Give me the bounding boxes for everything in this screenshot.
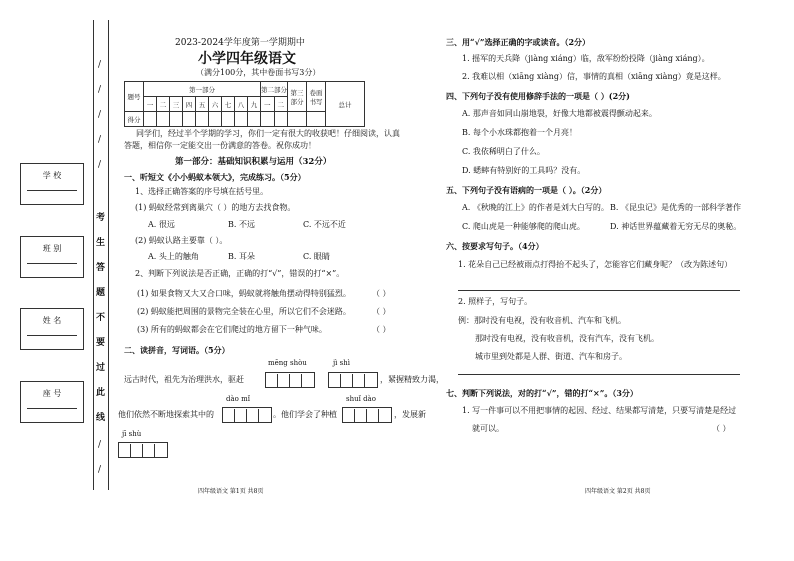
- s2-line1b: ，紧握精致力渴，: [380, 375, 444, 384]
- exam-year: 2023-2024学年度第一学期期中: [175, 38, 305, 48]
- s1-q1b-opt: B. 耳朵: [228, 252, 255, 261]
- binding-slash: /: [98, 160, 102, 170]
- binding-char: 考: [96, 213, 106, 223]
- binding-char: 答: [96, 263, 106, 273]
- s7-q1b: 就可以。: [472, 424, 504, 433]
- binding-char: 要: [96, 338, 106, 348]
- s4-title: 四、下列句子没有使用修辞手法的一项是（ ）(2分): [446, 91, 630, 101]
- info-box-seat: 座 号: [20, 381, 84, 423]
- s5-item: B. 《昆虫记》是优秀的一部科学著作: [610, 203, 741, 212]
- pinyin: jī shù: [122, 430, 142, 438]
- binding-char: 不: [96, 313, 106, 323]
- s6-example: 例：那时没有电视，没有收音机、汽车和飞机。: [458, 316, 626, 325]
- binding-slash: /: [98, 60, 102, 70]
- binding-slash: /: [98, 110, 102, 120]
- binding-slash: /: [98, 440, 102, 450]
- answer-paren[interactable]: （ ）: [712, 424, 731, 433]
- char-grid[interactable]: [265, 369, 315, 388]
- s2-line2a: 他们依然不断地探索其中的: [118, 410, 214, 419]
- binding-slash: /: [98, 465, 102, 475]
- s1-q1a: (1) 蚂蚁经常到离巢穴（ ）的地方去找食物。: [135, 203, 296, 212]
- s1-q2-item: (1) 如果食物又大又合口味，蚂蚁就将触角摆动得特别猛烈。: [137, 289, 351, 298]
- s1-q2-item: (2) 蚂蚁能把周围的景物完全装在心里，所以它们不会迷路。: [137, 307, 351, 316]
- s1-q1a-opt: B. 不远: [228, 220, 255, 229]
- part1-title: 第一部分：基础知识积累与运用（32分）: [175, 157, 332, 167]
- s5-item: A. 《秋晚的江上》的作者是刘大白写的。: [462, 203, 609, 212]
- s2-title: 二、读拼音，写词语。（5分）: [124, 345, 230, 355]
- s2-line1a: 远古时代，祖先为治理洪水，驱赶: [124, 375, 244, 384]
- s1-q1: 1、选择正确答案的序号填在括号里。: [135, 187, 269, 196]
- answer-line[interactable]: [458, 290, 740, 291]
- answer-line[interactable]: [458, 374, 740, 375]
- intro-text: 同学们，经过半个学期的学习，你们一定有很大的收获吧！仔细阅读，认真答题，相信你一定能交出一份满意的答卷。祝你成功！: [124, 129, 400, 150]
- s7-title: 七、判断下列说法，对的打“√”，错的打“×”。（3分）: [446, 388, 638, 398]
- info-box-school: 学 校: [20, 163, 84, 205]
- info-box-name: 姓 名: [20, 308, 84, 350]
- s6-example: 那时没有电视，没有收音机，没有汽车，没有飞机。: [475, 334, 659, 343]
- binding-line: [93, 20, 109, 490]
- s1-q1a-opt: A. 很远: [148, 220, 175, 229]
- pinyin: jì shì: [333, 359, 350, 367]
- char-grid[interactable]: [328, 369, 378, 388]
- s5-item: D. 神话世界蕴藏着无穷无尽的奥秘。: [610, 222, 742, 231]
- s4-item: A. 那声音如同山崩地裂，好像大地都被震得颤动起来。: [462, 109, 657, 118]
- s1-q1b: (2) 蚂蚁认路主要靠（ ）。: [135, 236, 228, 245]
- s3-title: 三、用“√”选择正确的字或读音。（2分）: [446, 37, 591, 47]
- page-footer: 四年级语文 第2页 共8页: [585, 488, 651, 495]
- answer-paren[interactable]: （ ）: [372, 307, 391, 316]
- answer-paren[interactable]: （ ）: [372, 325, 391, 334]
- char-grid[interactable]: [222, 404, 272, 423]
- s4-item: B. 每个小水珠都抱着一个月亮！: [462, 128, 577, 137]
- s3-item: 1. 摇军的天兵降（jiàng xiáng）临，敌军纷纷投降（jiàng xiáng）。: [462, 54, 710, 63]
- s4-item: D. 蟋蟀有特别好的工具吗？没有。: [462, 166, 586, 175]
- s2-line2c: ，发展新: [394, 410, 426, 419]
- s3-item: 2. 我难以相（xiāng xiàng）信，事情的真相（xiāng xiàng）竟是这样。: [462, 72, 726, 81]
- s7-q1: 1. 写一件事可以不用把事情的起因、经过、结果都写清楚，只要写清楚是经过: [462, 406, 737, 415]
- binding-char: 过: [96, 363, 106, 373]
- binding-char: 生: [96, 238, 106, 248]
- binding-slash: /: [98, 135, 102, 145]
- s2-line2b: 。他们学会了种植: [273, 410, 337, 419]
- answer-paren[interactable]: （ ）: [372, 289, 391, 298]
- pinyin: mēng shòu: [268, 359, 307, 367]
- binding-slash: /: [98, 85, 102, 95]
- s1-q1b-opt: A. 头上的触角: [148, 252, 199, 261]
- exam-title: 小学四年级语文: [198, 51, 296, 67]
- s6-q2: 2. 照样子，写句子。: [458, 297, 533, 306]
- score-table: 题号 第一部分 第二部分 第三部分 卷面书写 总计 一 二 三 四 五 六 七 八 九 一 二 得分: [124, 81, 365, 127]
- s6-title: 六、按要求写句子。（4分）: [446, 241, 544, 251]
- s1-q1a-opt: C. 不远不近: [303, 220, 346, 229]
- s1-q2: 2、判断下列说法是否正确，正确的打“√”，错误的打“×”。: [135, 269, 345, 278]
- binding-char: 题: [96, 288, 106, 298]
- s1-q1b-opt: C. 眼睛: [303, 252, 330, 261]
- s1-q2-item: (3) 所有的蚂蚁都会在它们爬过的地方留下一种气味。: [137, 325, 327, 334]
- binding-char: 此: [96, 388, 106, 398]
- s1-title: 一、听短文《小小蚂蚁本领大》，完成练习。（5分）: [124, 172, 306, 182]
- s6-example: 城市里到处都是人群、街道、汽车和房子。: [475, 352, 627, 361]
- page-footer: 四年级语文 第1页 共8页: [198, 488, 264, 495]
- s6-q1: 1. 花朵自己已经被雨点打得抬不起头了，怎能容它们藏身呢？（改为陈述句）: [458, 260, 733, 269]
- s5-item: C. 爬山虎是一种能够爬的爬山虎。: [462, 222, 585, 231]
- pinyin: shuǐ dào: [346, 395, 376, 403]
- char-grid[interactable]: [118, 439, 168, 458]
- s5-title: 五、下列句子没有语病的一项是（ ）。（2分）: [446, 185, 607, 195]
- binding-char: 线: [96, 413, 106, 423]
- exam-subtitle: （满分100分，其中卷面书写3分）: [196, 68, 321, 77]
- info-box-class: 班 别: [20, 236, 84, 278]
- char-grid[interactable]: [342, 404, 392, 423]
- pinyin: dào mǐ: [226, 395, 250, 403]
- s4-item: C. 我依稀明白了什么。: [462, 147, 545, 156]
